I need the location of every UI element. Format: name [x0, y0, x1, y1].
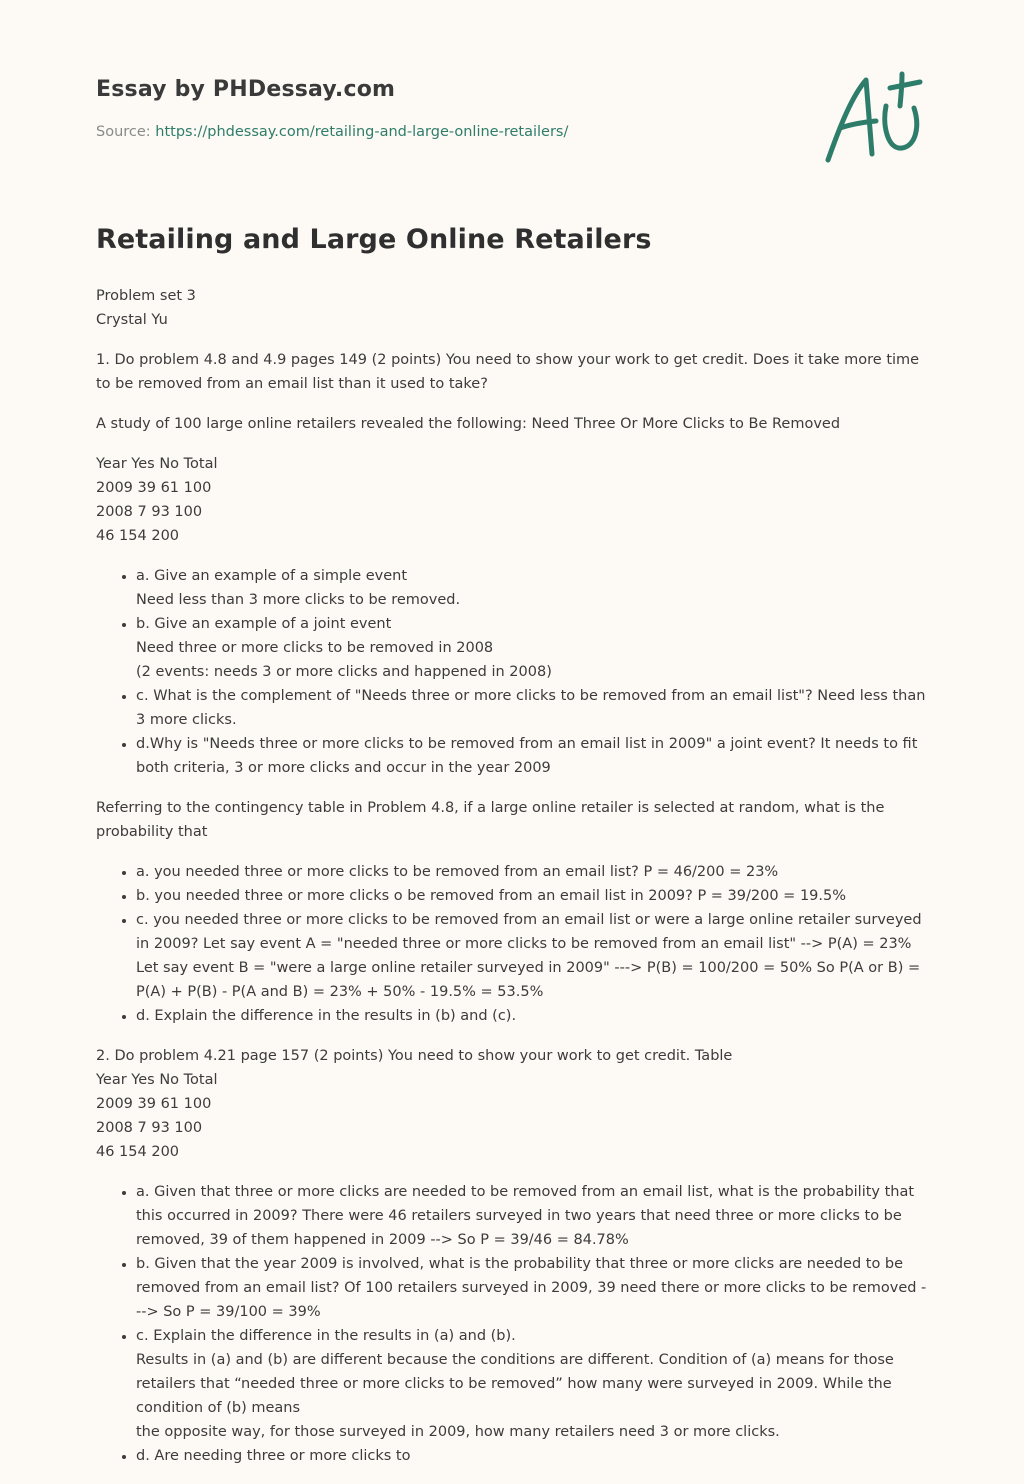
question-1: 1. Do problem 4.8 and 4.9 pages 149 (2 points) You need to show your work to get credit. Does it take more time to be removed from an email list than it used to take?: [96, 352, 920, 392]
list-item: [136, 1324, 928, 1444]
intro-paragraph: [96, 284, 928, 332]
problem-set-label: Problem set 3: [96, 288, 196, 304]
referring-paragraph: Referring to the contingency table in Problem 4.8, if a large online retailer is selected at random, what is the probability that: [96, 800, 885, 840]
a-plus-logo-icon: [822, 66, 926, 166]
list-item: [136, 684, 928, 732]
probability-list: [96, 860, 928, 1028]
list-item-text: Results in (a) and (b) are different because the conditions are different. Condition of (a) means for those retailers that “needed three or more clicks to be removed” how many were surveyed in 2009. While the condition of (b) means: [136, 1352, 894, 1416]
list-item-text: b. Given that the year 2009 is involved, what is the probability that three or more clicks are needed to be removed from an email list? Of 100 retailers surveyed in 2009, 39 need there or more clicks to be removed ---> So P = 39/100 = 39%: [136, 1256, 927, 1320]
list-item: • c. you needed three or more clicks to be removed from an email list or were a large online retailer surveyed in 2009? Let say event A = "needed three or more clicks to be removed from an email list" --> P(A) = 23% Let say event B = "were a large online retailer surveyed in 2009" ---> P(B) = 100/200 = 50% So P(A or B) = P(A) + P(B) - P(A and B) = 23% + 50% - 19.5% = 53.5%: [136, 908, 928, 1004]
list-item-text: Need three or more clicks to be removed in 2008: [136, 640, 494, 656]
list-item-text: Need less than 3 more clicks to be removed.: [136, 592, 461, 608]
list-item: [136, 1252, 928, 1324]
list-item-text: a. Given that three or more clicks are needed to be removed from an email list, what is the probability that this occurred in 2009? There were 46 retailers surveyed in two years that need three or more clicks to be removed, 39 of them happened in 2009 --> So P = 39/46 = 84.78%: [136, 1184, 915, 1248]
list-item: • b. you needed three or more clicks o be removed from an email list in 2009? P = 39/200 = 19.5%: [136, 884, 928, 908]
table-row: 46 154 200: [96, 1144, 180, 1160]
table-row: 2009 39 61 100: [96, 1096, 212, 1112]
source-line: [96, 124, 568, 140]
conditional-probability-list: [96, 1180, 928, 1468]
list-item-text: • a. Give an example of a simple event: [136, 568, 408, 584]
list-item: • a. you needed three or more clicks to be removed from an email list? P = 46/200 = 23%: [136, 860, 928, 884]
site-brand: Essay by PHDessay.com: [96, 77, 396, 102]
list-item: [136, 612, 928, 684]
list-item: [136, 732, 928, 780]
event-examples-list: [96, 564, 928, 780]
list-item-text: • c. Explain the difference in the results in (a) and (b).: [136, 1328, 516, 1344]
table-row: 2008 7 93 100: [96, 504, 203, 520]
source-link[interactable]: https://phdessay.com/retailing-and-large-online-retailers/: [155, 124, 569, 140]
question-2-block: [96, 1044, 928, 1164]
list-item-text: (2 events: needs 3 or more clicks and happened in 2008): [136, 664, 552, 680]
list-item-text: c. What is the complement of "Needs three or more clicks to be removed from an email list"? Need less than 3 more clicks.: [136, 688, 926, 728]
essay-title: Retailing and Large Online Retailers: [96, 224, 652, 255]
table-row: 2009 39 61 100: [96, 480, 212, 496]
source-label: Source:: [96, 124, 156, 140]
table-row: Year Yes No Total: [96, 456, 218, 472]
list-item: • d. Explain the difference in the results in (b) and (c).: [136, 1004, 928, 1028]
list-item: [136, 1444, 928, 1468]
essay-body: [96, 284, 928, 1484]
contingency-table-1: [96, 452, 928, 548]
table-row: 2008 7 93 100: [96, 1120, 203, 1136]
list-item: [136, 564, 928, 612]
table-row: 46 154 200: [96, 528, 180, 544]
author-name: Crystal Yu: [96, 312, 168, 328]
list-item-text: d. Are needing three or more clicks to: [136, 1448, 411, 1464]
table-row: Year Yes No Total: [96, 1072, 218, 1088]
list-item: [136, 1180, 928, 1252]
list-item-text: the opposite way, for those surveyed in 2009, how many retailers need 3 or more clicks.: [136, 1424, 780, 1440]
list-item-text: • b. Give an example of a joint event: [136, 616, 392, 632]
question-2: 2. Do problem 4.21 page 157 (2 points) You need to show your work to get credit. Table: [96, 1048, 733, 1064]
study-paragraph: A study of 100 large online retailers revealed the following: Need Three Or More Clicks to Be Removed: [96, 416, 841, 432]
list-item-text: d.Why is "Needs three or more clicks to be removed from an email list in 2009" a joint event? It needs to fit both criteria, 3 or more clicks and occur in the year 2009: [136, 736, 918, 776]
